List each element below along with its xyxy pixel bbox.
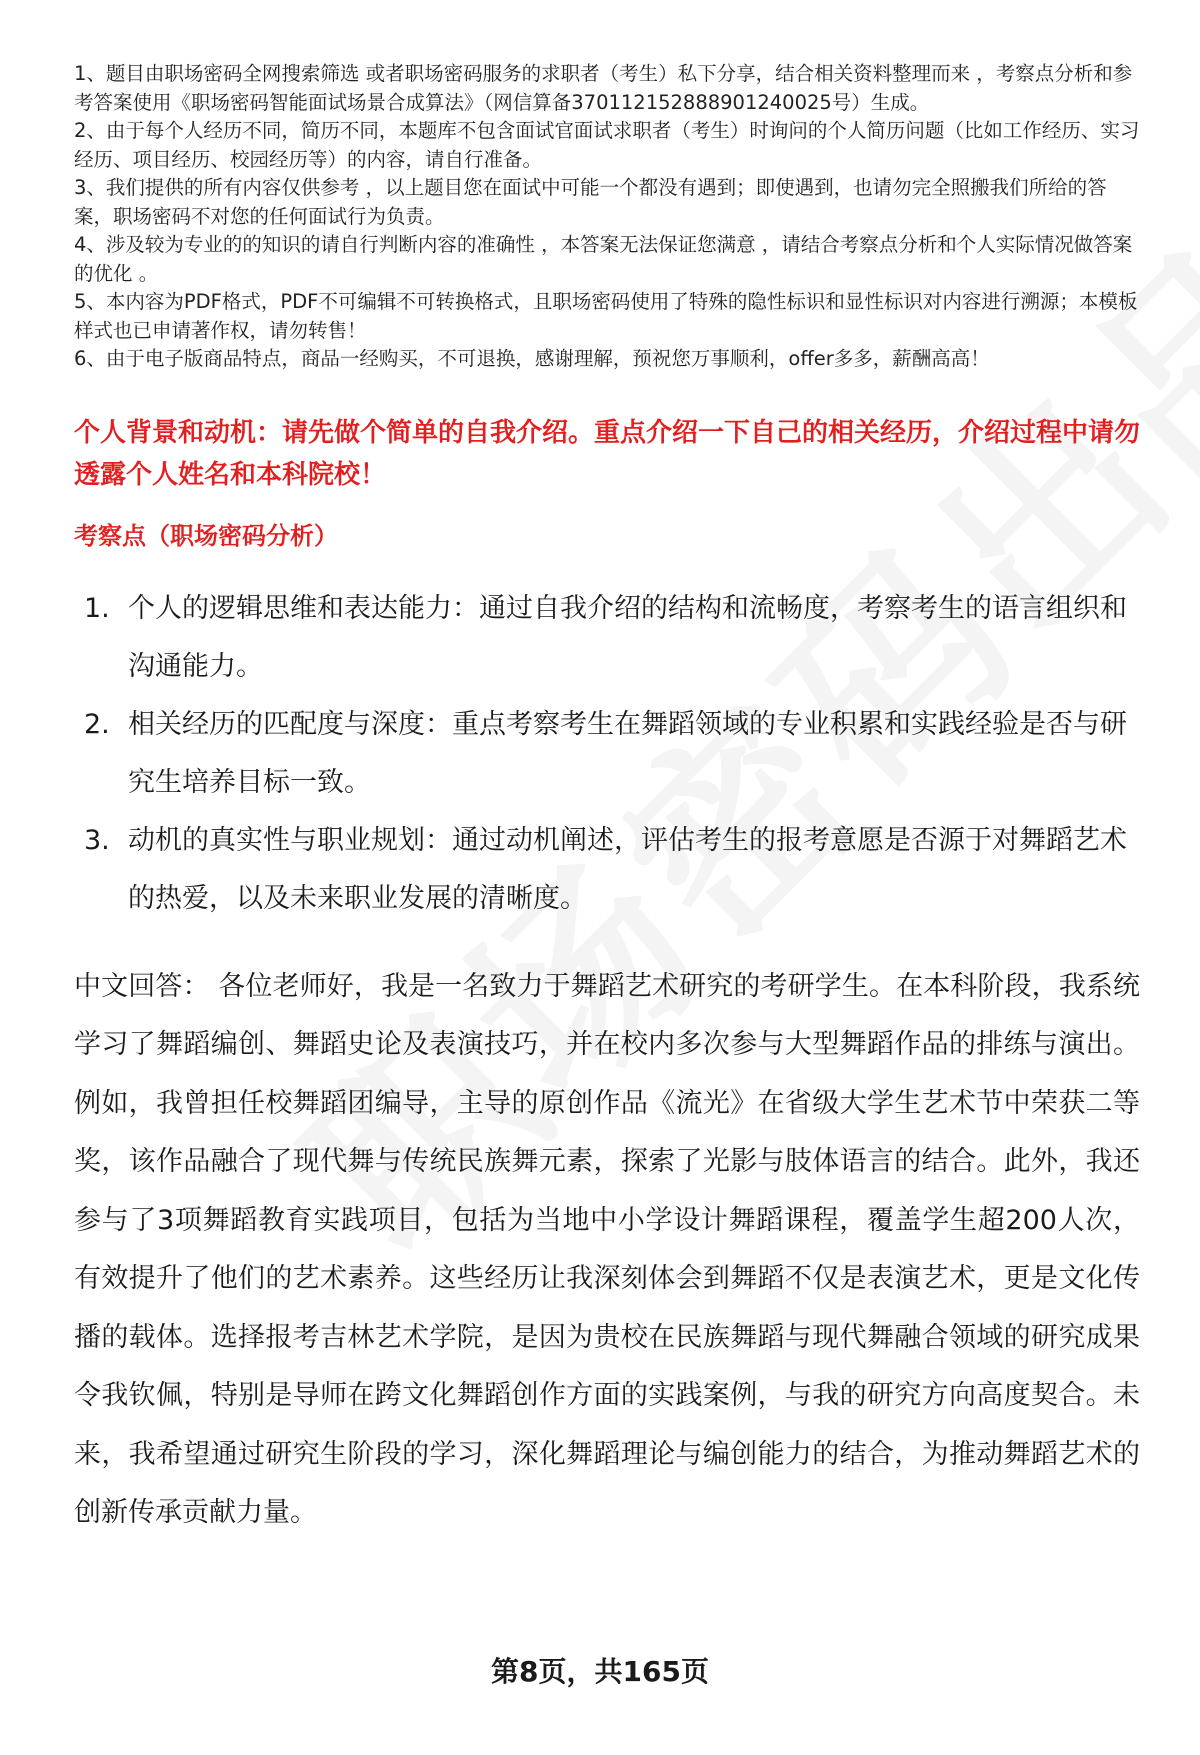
analysis-item-text: 个人的逻辑思维和表达能力：通过自我介绍的结构和流畅度，考察考生的语言组织和沟通能力。	[128, 592, 1127, 682]
notice-item: 2、由于每个人经历不同，简历不同，本题库不包含面试官面试求职者（考生）时询问的个人简历问题（比如工作经历、实习经历、项目经历、校园经历等）的内容，请自行准备。	[74, 119, 1140, 171]
analysis-title: 考察点（职场密码分析）	[74, 521, 338, 550]
notice-item: 4、涉及较为专业的的知识的请自行判断内容的准确性 ，本答案无法保证您满意 ，请结合考察点分析和个人实际情况做答案的优化 。	[74, 233, 1133, 285]
analysis-item-number: 1.	[84, 592, 110, 624]
notice-item: 5、本内容为PDF格式，PDF不可编辑不可转换格式，且职场密码使用了特殊的隐性标识和显性标识对内容进行溯源；本模板样式也已申请著作权，请勿转售！	[74, 290, 1138, 342]
notice-item: 3、我们提供的所有内容仅供参考 ，以上题目您在面试中可能一个都没有遇到；即使遇到，也请勿完全照搬我们所给的答案，职场密码不对您的任何面试行为负责。	[74, 176, 1107, 228]
notice-item: 1、题目由职场密码全网搜索筛选 或者职场密码服务的求职者（考生）私下分享，结合相关资料整理而来 ，考察点分析和参考答案使用《职场密码智能面试场景合成算法》（网信算备370112152888901240025号）生成。	[74, 62, 1133, 114]
analysis-item	[74, 812, 1140, 928]
answer-paragraph: 中文回答： 各位老师好，我是一名致力于舞蹈艺术研究的考研学生。在本科阶段，我系统学习了舞蹈编创、舞蹈史论及表演技巧，并在校内多次参与大型舞蹈作品的排练与演出。例如，我曾担任校舞蹈团编导，主导的原创作品《流光》在省级大学生艺术节中荣获二等奖，该作品融合了现代舞与传统民族舞元素，探索了光影与肢体语言的结合。此外，我还参与了3项舞蹈教育实践项目，包括为当地中小学设计舞蹈课程，覆盖学生超200人次，有效提升了他们的艺术素养。这些经历让我深刻体会到舞蹈不仅是表演艺术，更是文化传播的载体。选择报考吉林艺术学院，是因为贵校在民族舞蹈与现代舞融合领域的研究成果令我钦佩，特别是导师在跨文化舞蹈创作方面的实践案例，与我的研究方向高度契合。未来，我希望通过研究生阶段的学习，深化舞蹈理论与编创能力的结合，为推动舞蹈艺术的创新传承贡献力量。	[74, 970, 1140, 1528]
page-number: 第8页，共165页	[491, 1655, 709, 1688]
analysis-item-number: 2.	[84, 708, 110, 740]
analysis-item-text: 动机的真实性与职业规划：通过动机阐述，评估考生的报考意愿是否源于对舞蹈艺术的热爱，以及未来职业发展的清晰度。	[128, 824, 1127, 914]
notice-block	[74, 0, 1140, 374]
analysis-item	[74, 696, 1140, 812]
analysis-list	[74, 580, 1140, 928]
analysis-item	[74, 580, 1140, 696]
question-heading: 个人背景和动机：请先做个简单的自我介绍。重点介绍一下自己的相关经历，介绍过程中请勿透露个人姓名和本科院校！	[74, 417, 1141, 490]
notice-item: 6、由于电子版商品特点，商品一经购买，不可退换，感谢理解，预祝您万事顺利，offer多多，薪酬高高！	[74, 347, 990, 370]
analysis-item-text: 相关经历的匹配度与深度：重点考察考生在舞蹈领域的专业积累和实践经验是否与研究生培养目标一致。	[128, 708, 1127, 798]
analysis-item-number: 3.	[84, 824, 110, 856]
